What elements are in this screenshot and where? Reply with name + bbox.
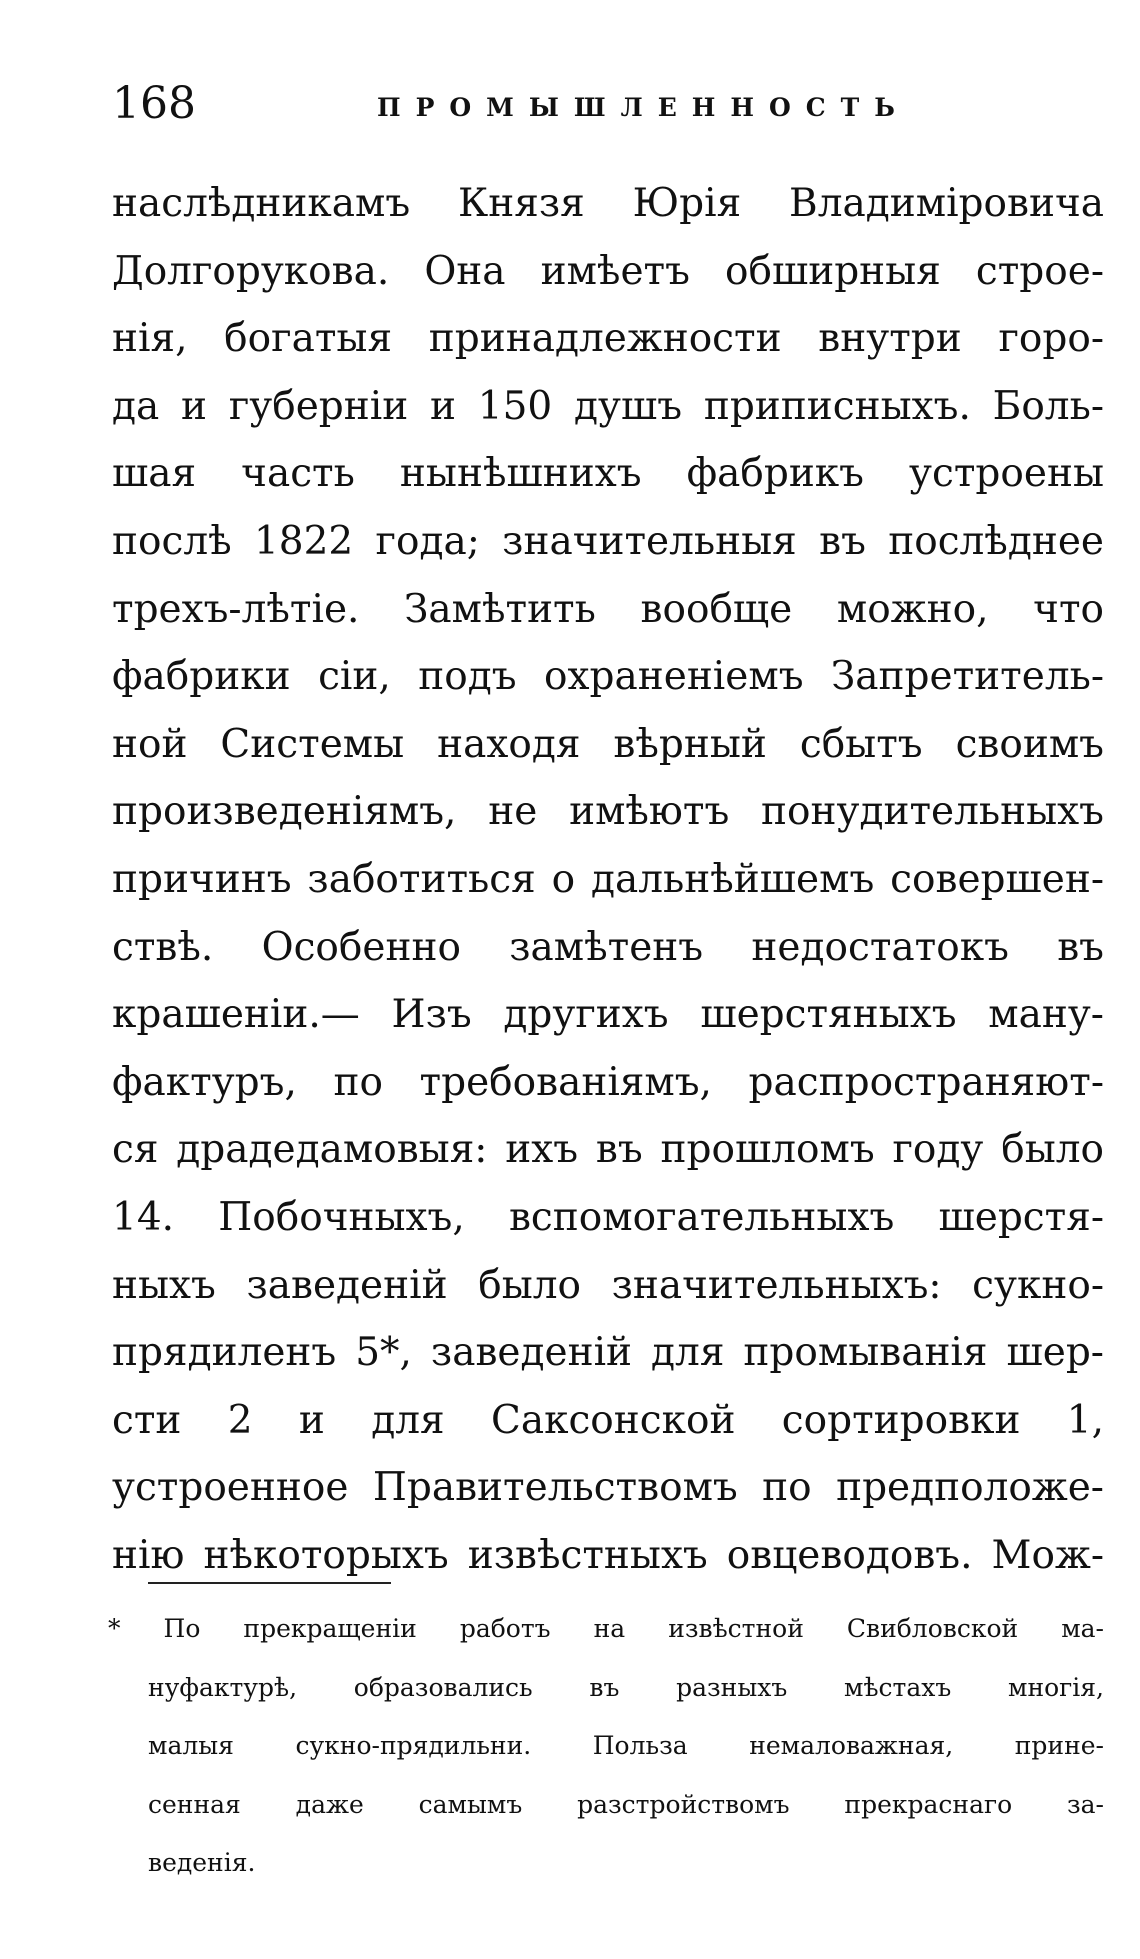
text-line: устроенное Правительствомъ по предположе- [112, 1465, 1104, 1511]
footnote-divider [148, 1582, 391, 1584]
footnote [108, 1600, 1104, 1893]
main-text [112, 170, 1104, 1589]
text-line: 14. Побочныхъ, вспомогательныхъ шерстя- [112, 1194, 1104, 1240]
text-line: ся драдедамовыя: ихъ въ прошломъ году было [112, 1127, 1104, 1173]
text-line: да и губерніи и 150 душъ приписныхъ. Боль- [112, 383, 1104, 429]
text-line: фактуръ, по требованіямъ, распространяют- [112, 1059, 1104, 1105]
page-header [112, 74, 1092, 134]
text-line: Долгорукова. Она имѣетъ обширныя строе- [112, 248, 1104, 294]
footnote-line: сенная даже самымъ разстройствомъ прекраснаго за- [148, 1789, 1104, 1819]
text-line: послѣ 1822 года; значительныя въ послѣднее [112, 518, 1104, 564]
text-line: крашеніи.— Изъ другихъ шерстяныхъ ману- [112, 992, 1104, 1038]
text-line: наслѣдникамъ Князя Юрія Владиміровича [112, 181, 1104, 226]
page-number: 168 [112, 78, 196, 129]
text-line: сти 2 и для Саксонской сортировки 1, [112, 1397, 1104, 1443]
text-line: ствѣ. Особенно замѣтенъ недостатокъ въ [112, 924, 1104, 970]
text-line: нія, богатыя принадлежности внутри горо- [112, 316, 1104, 362]
text-line: фабрики сіи, подъ охраненіемъ Запретитель- [112, 654, 1104, 700]
footnote-line: нуфактурѣ, образовались въ разныхъ мѣстахъ многія, [148, 1672, 1104, 1702]
text-line: нію нѣкоторыхъ извѣстныхъ овцеводовъ. Мож- [112, 1532, 1104, 1578]
text-line: трехъ-лѣтіе. Замѣтить вообще можно, что [112, 586, 1104, 632]
text-line: ной Системы находя вѣрный сбытъ своимъ [112, 721, 1104, 767]
footnote-line: малыя сукно-прядильни. Польза немаловажная, прине- [148, 1731, 1104, 1760]
text-line: произведеніямъ, не имѣютъ понудительныхъ [112, 789, 1104, 835]
running-title: ПРОМЫШЛЕННОСТЬ [377, 93, 910, 122]
text-line: шая часть нынѣшнихъ фабрикъ устроены [112, 451, 1104, 497]
footnote-line: * По прекращеніи работъ на извѣстной Свибловской ма- [108, 1614, 1104, 1643]
text-line: прядиленъ 5*, заведеній для промыванія шер- [112, 1330, 1104, 1376]
text-line: причинъ заботиться о дальнѣйшемъ совершен- [112, 856, 1104, 902]
text-line: ныхъ заведеній было значительныхъ: сукно- [112, 1262, 1104, 1308]
footnote-line: веденія. [148, 1848, 256, 1877]
